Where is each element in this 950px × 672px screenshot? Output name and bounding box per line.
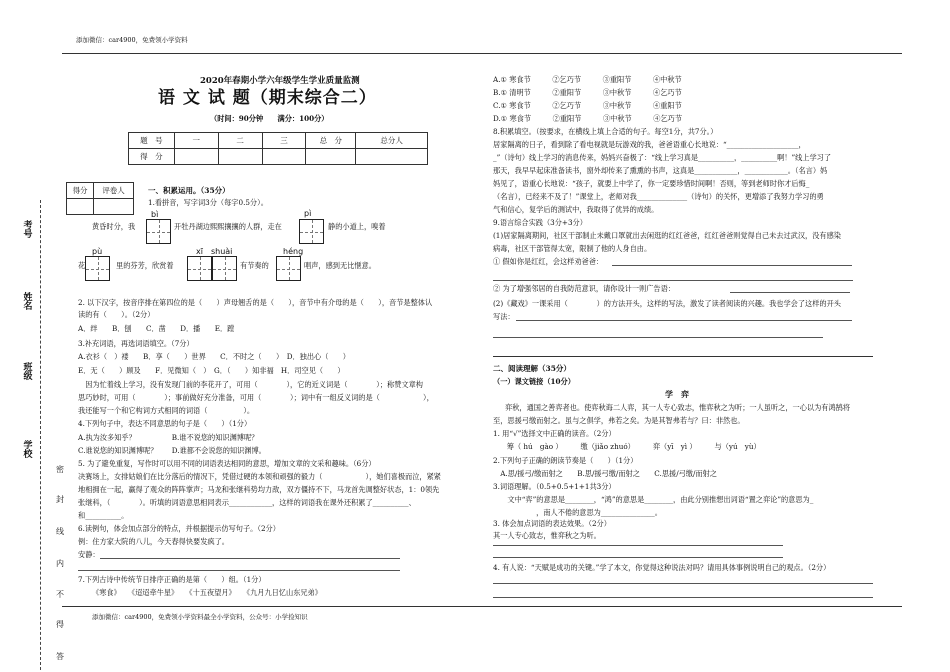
pinyin-xi-shuai: xī shuài <box>196 247 233 256</box>
q8-line1: 居家隔离的日子，看到除了看电视就是玩游戏的我，爸爸语重心长地说：“____________________， <box>493 140 806 149</box>
r4-text: 3. 体会加点词语的表达效果。（2分） <box>493 519 611 528</box>
q4-text: 4.下列句子中，表达不同意思的句子是（ ）（1分） <box>78 419 252 428</box>
q4-option-cd: C.谁说您的知识渊博呢？ D.谁都不会说您的知识渊博。 <box>78 446 266 455</box>
q1-line1c: 静的小道上，嗅着 <box>328 222 386 231</box>
score-label: 得 分 <box>129 149 175 165</box>
pinyin-pu: pù <box>92 247 103 256</box>
score-cell[interactable] <box>174 149 218 165</box>
exam-title: 语 文 试 题（期末综合二） <box>158 88 377 108</box>
seal-char: 不 <box>56 590 64 599</box>
grader-table <box>66 182 134 215</box>
q2-text: 2. 以下汉字，按音序排在第四位的是（ ）声母翘舌的是（ ），音节中有介母的是（ ），音节是整体认 <box>78 298 433 307</box>
r4-answer-line[interactable] <box>493 557 783 558</box>
score-cell[interactable] <box>306 149 356 165</box>
q1-line1b: 开牡丹湖边熙熙攘攘的人群，走在 <box>174 222 282 231</box>
q9-prompt1: ① 假如你是红红，会这样劝爸爸： <box>493 257 604 266</box>
q3-line3: 因为忙着线上学习，没有发现门前的李花开了，可用（ ），它的近义词是（ ）；称赞文章构 <box>78 380 423 389</box>
exam-time-score: （时间：90分钟 满分：100分） <box>210 114 329 123</box>
q7-option-a: A.① 寒食节 ②乞巧节 ③重阳节 ④中秋节 <box>493 75 682 84</box>
q3-line1: A.衣衫（ ）褛 B．享（ ）世界 C．不时之（ ） D．独出心（ ） <box>78 352 350 361</box>
char-box[interactable] <box>85 256 110 281</box>
side-label-class: 班级 <box>21 362 32 380</box>
score-cell[interactable] <box>262 149 306 165</box>
q2-options: A．绊 B．刨 C．凿 D．播 E．蹚 <box>78 324 235 333</box>
r2-options: A.思/援弓/缴而射之 B.思/援弓缴/而射之 C.思援/弓缴/而射之 <box>493 469 717 478</box>
r5-answer-line[interactable] <box>493 583 873 584</box>
score-header: 二 <box>218 133 262 149</box>
q9-prompt2: ② 为了增强邻居的自我防范意识，请你设计一则广告语： <box>493 284 675 293</box>
q1-line1a: 黄昏时分，我 <box>92 222 136 231</box>
q1-line2b: 里的芬芳，欣赏着 <box>116 261 174 270</box>
seal-char: 得 <box>56 620 64 629</box>
q8-text: 8.积累填空。（按要求，在横线上填上合适的句子。每空1分，共7分。） <box>493 127 718 136</box>
pinyin-heng: héng <box>283 247 304 256</box>
q3-line5: 我还能写一个和它构词方式相同的词语（ ）。 <box>78 406 255 415</box>
q9-text: 9.语言综合实践（3分+3分） <box>493 218 587 227</box>
side-label-name: 姓名 <box>21 292 32 310</box>
section2-part1: （一）课文链接（10分） <box>493 377 575 386</box>
q8-line6: 气和信心，复学后的测试中，我取得了优异的成绩。 <box>493 205 659 214</box>
header-note: 添加微信：car4900，免费领小学资料 <box>76 36 188 44</box>
score-cell[interactable] <box>356 149 428 165</box>
q7-option-d: D.① 寒食节 ②重阳节 ③中秋节 ④乞巧节 <box>493 114 683 123</box>
q7-poems: 《寒食》 《迢迢牵牛星》 《十五夜望月》 《九月九日忆山东兄弟》 <box>92 588 322 597</box>
q1-line2a: 花 <box>78 261 86 270</box>
q5-line2: 地相拥在一起，赢得了观众的阵阵掌声；马龙和张继科势均力敌，双方僵持不下，马龙首先调整好状态，1：0领先 <box>78 485 440 494</box>
section-divider <box>493 356 873 357</box>
q7-option-b: B.① 清明节 ②重阳节 ③中秋节 ④乞巧节 <box>493 88 682 97</box>
seal-line <box>40 200 41 670</box>
seal-char: 线 <box>56 527 64 536</box>
r3-line2: ，南人不倦的意思为_______________。 <box>493 508 662 517</box>
r5-text: 4. 有人说：“天赋是成功的关键。”学了本文，你觉得这种说法对吗？请用具体事例说明自己的观点。（2分） <box>493 563 831 572</box>
score-table <box>128 132 428 165</box>
q9-answer-line[interactable] <box>612 265 852 266</box>
q9-answer-line[interactable] <box>493 280 853 281</box>
grader-cell[interactable] <box>94 199 134 215</box>
seal-char: 内 <box>56 559 64 568</box>
r4-answer-line[interactable] <box>493 545 783 546</box>
q1-line2c: 有节奏的 <box>240 261 269 270</box>
passage-line1: 弈秋，通国之善弈者也。使弈秋诲二人弈，其一人专心致志，惟弈秋之为听；一人虽听之，一心以为有鸿鹄将 <box>505 403 851 412</box>
r2-text: 2.下列句子正确的朗读节奏是（ ）（1分） <box>493 456 638 465</box>
q7-option-c: C.① 寒食节 ②乞巧节 ③中秋节 ④重阳节 <box>493 101 682 110</box>
grader-cell[interactable] <box>67 199 94 215</box>
q6-answer-label: 安静： <box>78 550 100 559</box>
r3-text: 3.词语理解。（0.5+0.5+1+1共3分） <box>493 482 616 491</box>
score-header: 题 号 <box>129 133 175 149</box>
q8-line5: （名言），已经来不及了！”课堂上，老师对我______________（诗句）的关怀，更增添了我努力学习的勇 <box>493 192 824 201</box>
exam-subtitle: 2020年春期小学六年级学生学业质量监测 <box>200 76 360 86</box>
pinyin-bi: bì <box>151 210 159 219</box>
char-box[interactable] <box>187 256 212 281</box>
q7-text: 7.下列古诗中传统节日排序正确的是第（ ）组。（1分） <box>78 575 266 584</box>
q6-answer-line[interactable] <box>78 570 400 571</box>
q10-answer-line[interactable] <box>516 320 852 321</box>
q1-line2d: 唱声，感到无比惬意。 <box>304 261 376 270</box>
grader-header: 评卷人 <box>94 183 134 199</box>
q5-text: 5. 为了避免重复，写作时可以用不同的词语表达相同的意思，增加文章的文采和趣味。（6分） <box>78 459 376 468</box>
q8-line3: 那天，我早早起床准备读书，窗外却传来了熏熏的书声，这真是____________，____________。（名言）妈 <box>493 166 828 175</box>
footer-divider <box>62 606 902 607</box>
section1-title: 一、积累运用。（35分） <box>148 186 230 195</box>
seal-char: 答 <box>56 652 64 661</box>
header-divider <box>62 53 902 54</box>
char-box[interactable] <box>146 219 171 244</box>
footer-note: 添加微信：car4900，免费领小学资料最全小学资料，公众号：小学捡知识 <box>92 613 308 621</box>
q5-line4: 和__________。 <box>78 511 129 520</box>
section2-title: 二、阅读理解（35分） <box>493 364 571 373</box>
pinyin-pi: pì <box>304 209 312 218</box>
q9-line1: (1)居家隔离期间，社区干部制止未戴口罩就出去闲逛的红红爸爸，红红爸爸则觉得自己未去过武汉，没有感染 <box>493 231 841 240</box>
score-header: 总分人 <box>356 133 428 149</box>
q3-line2: E．无（ ）顾及 F．见微知（ ） G．（ ）知非福 H．司空见（ ） <box>78 366 345 375</box>
score-header: 三 <box>262 133 306 149</box>
passage-line2: 至，思援弓缴而射之。虽与之俱学，弗若之矣。为是其智弗若与？曰：非然也。 <box>493 416 745 425</box>
q8-line4: 妈见了，语重心长地说：“孩子，就要上中学了，你一定要珍惜时间啊！否则，等到老师时你才后悔_ <box>493 179 810 188</box>
q8-line2: _”（诗句）线上学习的消息传来，妈妈兴奋极了：“线上学习真是__________，__________啊！”线上学习了 <box>493 153 832 162</box>
q6-answer-line[interactable] <box>100 558 400 559</box>
q10-label: 写法： <box>493 312 515 321</box>
q1-text: 1.看拼音，写字词3分（每字0.5分）。 <box>148 198 268 207</box>
side-label-school: 学校 <box>21 440 32 458</box>
score-header: 一 <box>174 133 218 149</box>
q5-line1: 决赛场上，女排姑娘们在比分落后的情况下，凭借过硬的本领和顽强的毅力（ ），她们喜极而泣，紧紧 <box>78 472 441 481</box>
score-header: 总 分 <box>306 133 356 149</box>
q9-line2: 病毒，社区干部管得太宽，限制了他的人身自由。 <box>493 244 652 253</box>
q10-answer-line[interactable] <box>493 337 823 338</box>
r4-sentence: 其一人专心致志，惟弈秋之为听。 <box>493 531 601 540</box>
q2-text-cont: 读的有（ ）。（2分） <box>78 310 155 319</box>
char-box[interactable] <box>276 256 301 281</box>
q9-answer-line[interactable] <box>730 292 850 293</box>
q6-text: 6.读例句，体会加点部分的特点，并根据提示仿写句子。（2分） <box>78 524 280 533</box>
passage-title: 学 弈 <box>665 389 689 399</box>
r1-text: 1. 用“√”选择文中正确的读音。（2分） <box>493 429 616 438</box>
q3-line4: 思巧妙时，可用（ ）；事前做好充分准备，可用（ ）；词中有一组反义词的是（ ）， <box>78 393 434 402</box>
score-cell[interactable] <box>218 149 262 165</box>
char-box[interactable] <box>212 256 237 281</box>
q4-option-ab: A.执为汝多知乎？ B.谁不说您的知识渊博呢？ <box>78 433 259 442</box>
r1-options: 筹（ hú gào ） 缴（jiǎo zhuó） 弈（yī yì ） 与（yú yù） <box>478 442 761 451</box>
char-box[interactable] <box>299 219 324 244</box>
q10-text: (2)《藏戏》一课采用（ ）的方法开头，这样的写法，激发了读者阅读的兴趣。我也学会了这样的开头 <box>493 299 841 308</box>
q5-line3: 张继科，（ ）。听填的词语意思相同表示____________，这样的词语我在课外还积累了__________、 <box>78 498 416 507</box>
r3-line1: 文中“弈”的意思是________，“鸿”的意思是________，由此分别推想出词语“置之弈论”的意思为_ <box>493 495 814 504</box>
side-label-exam-number: 考号 <box>21 220 32 238</box>
seal-char: 密 <box>56 465 64 474</box>
q6-example: 例：住方家大院的八儿，今天春得快要发疯了。 <box>78 537 229 546</box>
q3-text: 3.补充词语，再选词语填空。（7分） <box>78 339 194 348</box>
r5-answer-line[interactable] <box>493 597 873 598</box>
seal-char: 封 <box>56 495 64 504</box>
grader-header: 得分 <box>67 183 94 199</box>
